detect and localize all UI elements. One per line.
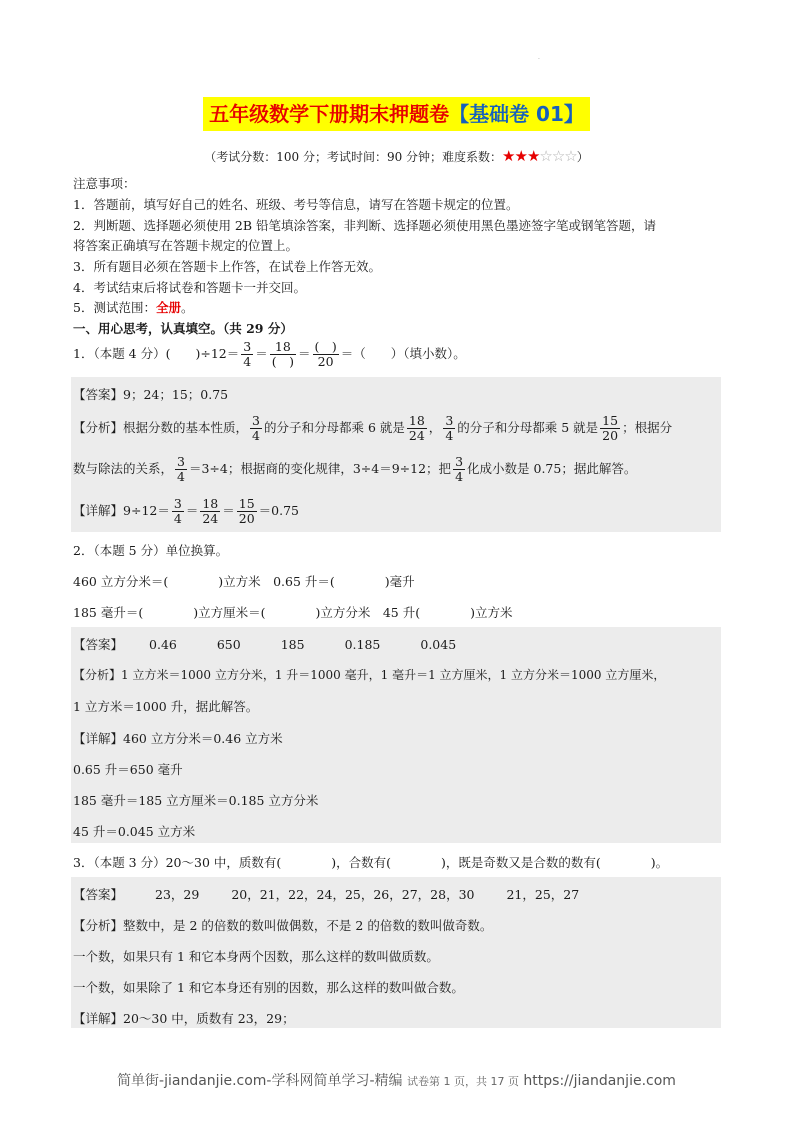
fraction bbox=[172, 497, 184, 526]
analysis-text: 1 立方米＝1000 立方分米，1 升＝1000 毫升，1 毫升＝1 立方厘米，1 立方分米＝1000 立方厘米， bbox=[121, 668, 666, 682]
title-area bbox=[0, 97, 793, 131]
analysis-label: 【分析】 bbox=[73, 918, 124, 933]
fraction bbox=[443, 414, 455, 443]
equals: ＝ bbox=[185, 503, 199, 518]
fraction bbox=[453, 455, 465, 484]
denominator: 4 bbox=[252, 428, 260, 443]
notes-heading: 注意事项： bbox=[73, 176, 136, 191]
analysis-text: 数与除法的关系， bbox=[73, 461, 174, 476]
answer-text: 0.46 bbox=[149, 637, 177, 652]
detail-label: 【详解】 bbox=[73, 503, 124, 518]
numerator: ( ) bbox=[314, 339, 337, 354]
numerator: 3 bbox=[455, 454, 464, 469]
q1-stem-b: ＝（ ）（填小数）。 bbox=[340, 346, 466, 361]
detail-text: 460 立方分米＝0.46 立方米 bbox=[123, 731, 283, 746]
title-bracket-close: 】 bbox=[563, 102, 584, 126]
equals: ＝ bbox=[297, 346, 311, 361]
numerator: 3 bbox=[177, 454, 185, 469]
note-4: 4．考试结束后将试卷和答题卡一并交回。 bbox=[73, 280, 306, 295]
q2-detail-2: 0.65 升＝650 毫升 bbox=[73, 762, 183, 777]
note-5 bbox=[73, 298, 194, 316]
fraction bbox=[250, 414, 262, 443]
section-heading: 一、用心思考，认真填空。（共 29 分） bbox=[73, 321, 293, 336]
fraction bbox=[241, 340, 253, 369]
fraction bbox=[270, 340, 296, 369]
numerator: 3 bbox=[445, 413, 454, 428]
title-main: 五年级数学下册期末押题卷 bbox=[209, 102, 450, 126]
equals: ＝ bbox=[255, 346, 268, 361]
numerator: 3 bbox=[252, 413, 260, 428]
denominator: 4 bbox=[243, 354, 252, 369]
q3-analysis-2: 一个数，如果只有 1 和它本身两个因数，那么这样的数叫做质数。 bbox=[73, 949, 439, 964]
denominator: 20 bbox=[602, 428, 619, 443]
footer-watermark: 简单街-jiandanjie.com-学科网简单学习-精编 bbox=[117, 1073, 403, 1089]
footer bbox=[0, 1070, 793, 1090]
test-range: 全册 bbox=[155, 300, 181, 315]
exam-info-close: ） bbox=[576, 150, 589, 164]
answer-text: 20，21，22，24，25，26，27，28，30 bbox=[231, 887, 475, 902]
analysis-text: 的分子和分母都乘 5 就是 bbox=[457, 420, 599, 435]
empty-star-icon: ☆☆☆ bbox=[539, 147, 577, 165]
denominator: 20 bbox=[317, 354, 334, 369]
denominator: 20 bbox=[238, 511, 255, 526]
analysis-text: 根据分数的基本性质， bbox=[123, 420, 249, 435]
detail-text: ＝0.75 bbox=[258, 503, 299, 518]
analysis-label: 【分析】 bbox=[73, 668, 122, 682]
numerator: 3 bbox=[173, 496, 182, 511]
note-2b: 将答案正确填写在答题卡规定的位置上。 bbox=[73, 238, 299, 253]
answer-label: 【答案】 bbox=[73, 887, 124, 902]
answer-text: 9；24；15；0.75 bbox=[123, 387, 229, 402]
exam-info bbox=[0, 147, 793, 165]
q2-answer bbox=[73, 635, 456, 653]
analysis-text: ；根据分 bbox=[622, 420, 673, 435]
q2-line-1: 460 立方分米＝( )立方米 0.65 升＝( )毫升 bbox=[73, 574, 415, 589]
analysis-text: ＝3÷4；根据商的变化规律，3÷4＝9÷12；把 bbox=[188, 461, 452, 476]
detail-text: 20～30 中，质数有 23，29； bbox=[123, 1011, 295, 1026]
answer-text: 185 bbox=[280, 637, 305, 652]
note-2a: 2．判断题、选择题必须使用 2B 铅笔填涂答案，非判断、选择题必须使用黑色墨迹签字笔或钢笔答题，请 bbox=[73, 218, 657, 233]
exam-info-text: （考试分数：100 分；考试时间：90 分钟；难度系数： bbox=[204, 150, 503, 164]
denominator: 4 bbox=[173, 511, 182, 526]
fraction bbox=[200, 497, 220, 526]
q1-analysis-line-2 bbox=[73, 455, 636, 484]
denominator: 4 bbox=[445, 428, 454, 443]
question-3: 3．（本题 3 分）20～30 中，质数有( )，合数有( )，既是奇数又是合数的数有( )。 bbox=[73, 855, 669, 870]
q3-answer bbox=[73, 885, 579, 903]
numerator: 15 bbox=[238, 496, 255, 511]
q1-analysis-line-1 bbox=[73, 414, 672, 443]
fraction bbox=[313, 340, 339, 369]
analysis-text: ， bbox=[428, 420, 442, 435]
analysis-text: 整数中，是 2 的倍数的数叫做偶数，不是 2 的倍数的数叫做奇数。 bbox=[123, 918, 493, 933]
title-volume: 基础卷 01 bbox=[469, 102, 564, 126]
detail-text: 9÷12＝ bbox=[123, 503, 170, 518]
answer-text: 0.045 bbox=[420, 637, 457, 652]
analysis-label: 【分析】 bbox=[73, 420, 124, 435]
answer-text: 21，25，27 bbox=[506, 887, 580, 902]
note-3: 3．所有题目必须在答题卡上作答，在试卷上作答无效。 bbox=[73, 259, 381, 274]
q3-analysis-1 bbox=[73, 916, 492, 934]
q2-detail-4: 45 升＝0.045 立方米 bbox=[73, 824, 196, 839]
denominator: 4 bbox=[177, 469, 185, 484]
q1-stem-a: 1．（本题 4 分）( )÷12＝ bbox=[73, 346, 240, 361]
filled-star-icon: ★★★ bbox=[502, 147, 540, 165]
question-1 bbox=[73, 340, 466, 369]
q1-answer bbox=[73, 385, 228, 403]
decorative-dot: · bbox=[538, 56, 540, 63]
detail-label: 【详解】 bbox=[73, 731, 124, 746]
q2-detail-1 bbox=[73, 729, 283, 747]
page-number: 试卷第 1 页，共 17 页 bbox=[406, 1075, 519, 1088]
q3-analysis-3: 一个数，如果除了 1 和它本身还有别的因数，那么这样的数叫做合数。 bbox=[73, 980, 464, 995]
note-5-prefix: 5．测试范围： bbox=[73, 300, 156, 315]
numerator: 3 bbox=[243, 339, 252, 354]
equals: ＝ bbox=[222, 503, 235, 518]
analysis-text: 化成小数是 0.75；据此解答。 bbox=[467, 461, 637, 476]
note-1: 1．答题前，填写好自己的姓名、班级、考号等信息，请写在答题卡规定的位置。 bbox=[73, 197, 519, 212]
answer-text: 650 bbox=[216, 637, 241, 652]
footer-url[interactable]: https://jiandanjie.com bbox=[523, 1073, 676, 1089]
q2-analysis-line-1 bbox=[73, 666, 665, 683]
detail-label: 【详解】 bbox=[73, 1011, 124, 1026]
fraction bbox=[407, 414, 427, 443]
answer-text: 23，29 bbox=[155, 887, 200, 902]
difficulty-stars bbox=[502, 147, 577, 165]
denominator: ( ) bbox=[271, 354, 294, 369]
note-5-suffix: 。 bbox=[180, 300, 194, 315]
fraction bbox=[175, 455, 187, 484]
q3-detail-1 bbox=[73, 1009, 295, 1027]
denominator: 4 bbox=[455, 469, 464, 484]
analysis-text: 的分子和分母都乘 6 就是 bbox=[263, 420, 405, 435]
question-2: 2．（本题 5 分）单位换算。 bbox=[73, 543, 229, 558]
fraction bbox=[600, 414, 620, 443]
answer-label: 【答案】 bbox=[73, 387, 124, 402]
numerator: 18 bbox=[270, 340, 296, 355]
q2-line-2: 185 毫升＝( )立方厘米＝( )立方分米 45 升( )立方米 bbox=[73, 605, 513, 620]
numerator: 15 bbox=[602, 413, 619, 428]
answer-label: 【答案】 bbox=[73, 637, 124, 652]
fraction bbox=[237, 497, 257, 526]
numerator: 18 bbox=[408, 413, 425, 428]
q2-analysis-line-2: 1 立方米＝1000 升，据此解答。 bbox=[73, 699, 259, 714]
title-bracket-open: 【 bbox=[449, 102, 470, 126]
denominator: 24 bbox=[408, 428, 425, 443]
denominator: 24 bbox=[202, 511, 219, 526]
page-title bbox=[203, 97, 590, 131]
numerator: 18 bbox=[202, 496, 219, 511]
q2-detail-3: 185 毫升＝185 立方厘米＝0.185 立方分米 bbox=[73, 793, 319, 808]
q1-detail bbox=[73, 497, 299, 526]
answer-text: 0.185 bbox=[344, 637, 381, 652]
